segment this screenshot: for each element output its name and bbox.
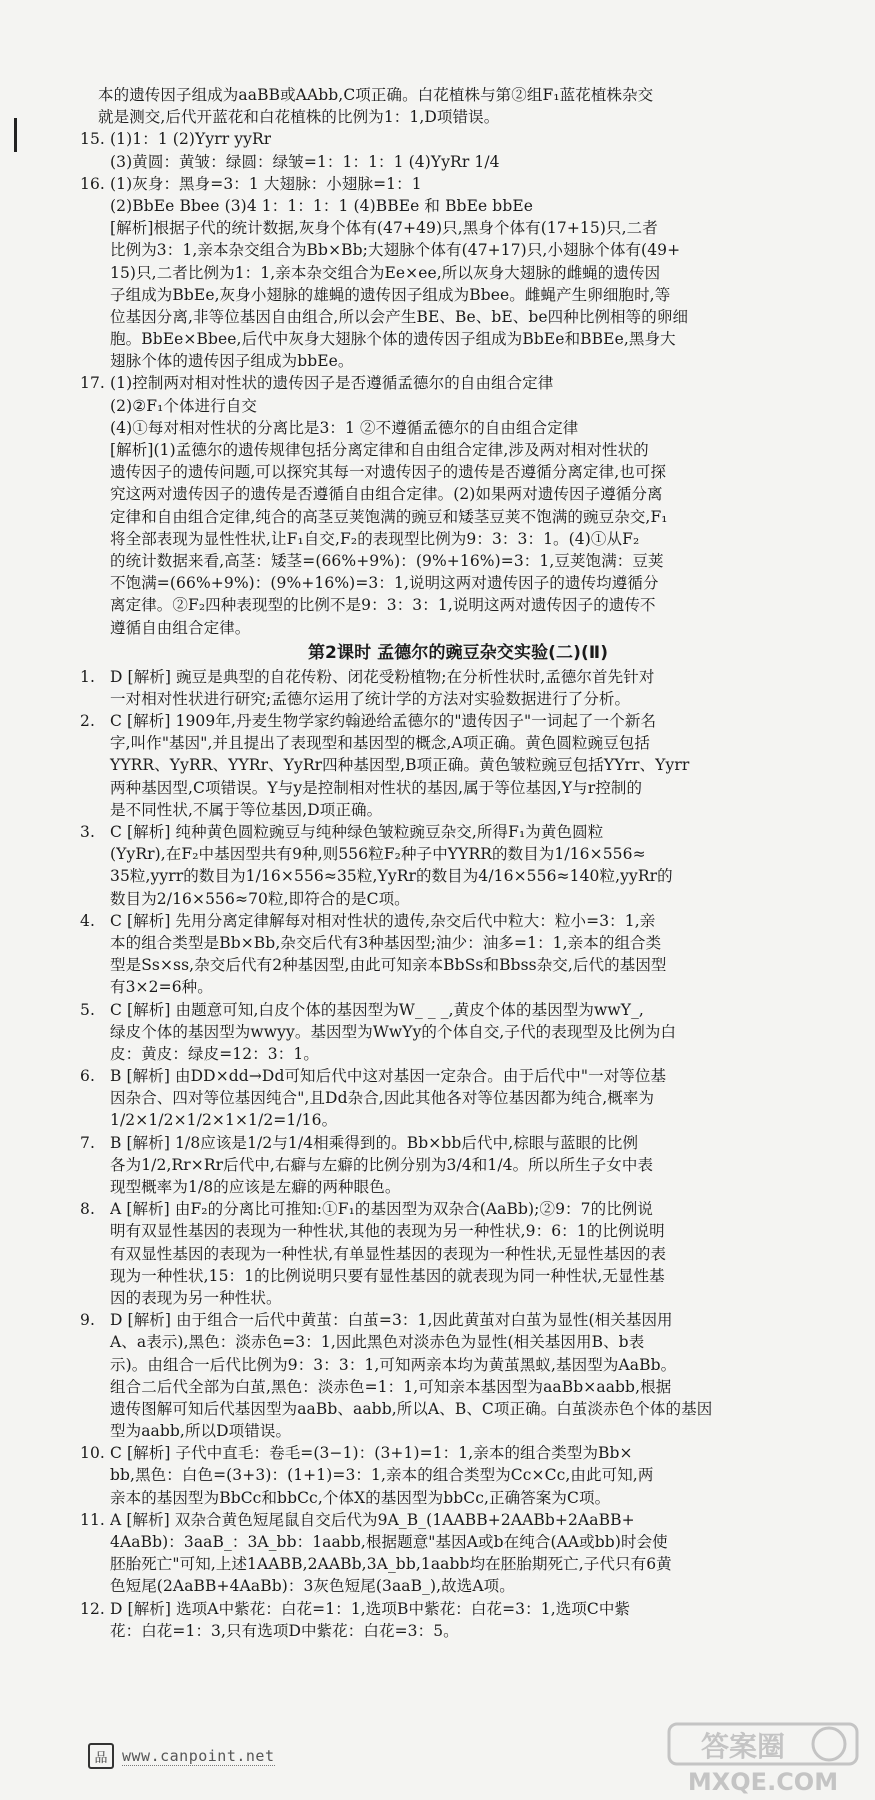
text-line: [解析](1)孟德尔的遗传规律包括分离定律和自由组合定律,涉及两对相对性状的 xyxy=(110,441,649,459)
text-line: 型为aabb,所以D项错误。 xyxy=(110,1422,292,1441)
publisher-logo-icon: 品 xyxy=(88,1743,114,1769)
answer-number: 8. xyxy=(80,1200,95,1219)
text-line: 遗传因子的遗传问题,可以探究其每一对遗传因子的遗传是否遵循分离定律,也可探 xyxy=(110,463,667,482)
text-line: 就是测交,后代开蓝花和白花植株的比例为1：1,D项错误。 xyxy=(98,108,500,127)
answer-number: 10. xyxy=(80,1444,105,1463)
text-line: 花：白花=1：3,只有选项D中紫花：白花=3：5。 xyxy=(110,1621,459,1640)
answer-item xyxy=(80,1509,836,1598)
watermark-bottom-text: MXQE.COM xyxy=(687,1768,839,1796)
text-line: D [解析] 选项A中紫花：白花=1：1,选项B中紫花：白花=3：1,选项C中紫 xyxy=(110,1599,631,1618)
text-line: 胞。BbEe×Bbee,后代中灰身大翅脉个体的遗传因子组成为BbEe和BBEe,黑身大 xyxy=(110,330,676,349)
text-line: C [解析] 先用分离定律解每对相对性状的遗传,杂交后代中粒大：粒小=3：1,亲 xyxy=(110,911,656,930)
watermark-top-text: 答案圈 xyxy=(700,1730,786,1763)
text-line: 比例为3：1,亲本杂交组合为Bb×Bb;大翅脉个体有(47+17)只,小翅脉个体有(49+ xyxy=(110,241,681,260)
text-line: (YyRr),在F₂中基因型共有9种,则556粒F₂种子中YYRR的数目为1/16×556≈ xyxy=(110,845,646,864)
answer-number: 12. xyxy=(80,1599,105,1618)
answer-text-body xyxy=(80,84,836,1642)
text-line: A、a表示),黑色：淡赤色=3：1,因此黑色对淡赤色为显性(相关基因用B、b表 xyxy=(110,1333,645,1352)
text-line: bb,黑色：白色=(3+3)：(1+1)=3：1,亲本的组合类型为Cc×Cc,由此可知,两 xyxy=(110,1466,654,1485)
page-footer xyxy=(88,1744,388,1768)
question-number: 16. xyxy=(80,174,105,193)
answer-item xyxy=(80,821,836,910)
text-line: 的统计数据来看,高茎：矮茎=(66%+9%)：(9%+16%)=3：1,豆荚饱满：豆荚 xyxy=(110,551,664,570)
text-line: 翅脉个体的遗传因子组成为bbEe。 xyxy=(110,352,354,371)
text-line: C [解析] 由题意可知,白皮个体的基因型为W_ _ _,黄皮个体的基因型为wwY_, xyxy=(110,1000,644,1019)
footer-url: www.canpoint.net xyxy=(122,1746,275,1765)
text-line: 两种基因型,C项错误。Y与y是控制相对性状的基因,属于等位基因,Y与r控制的 xyxy=(110,778,643,797)
answer-number: 1. xyxy=(80,667,95,686)
question-17 xyxy=(80,372,836,638)
binding-mark xyxy=(14,118,17,152)
answer-item xyxy=(80,999,836,1066)
text-line: 子组成为BbEe,灰身小翅脉的雄蝇的遗传因子组成为Bbee。雌蝇产生卵细胞时,等 xyxy=(110,285,671,304)
text-line: 有3×2=6种。 xyxy=(110,978,213,997)
answer-item xyxy=(80,666,836,710)
answer-number: 11. xyxy=(80,1510,105,1529)
text-line: 离定律。②F₂四种表现型的比例不是9：3：3：1,说明这两对遗传因子的遗传不 xyxy=(110,596,656,615)
answer-item xyxy=(80,1598,836,1642)
text-line: 有双显性基因的表现为一种性状,有单显性基因的表现为一种性状,无显性基因的表 xyxy=(110,1244,667,1263)
text-line: [解析]根据子代的统计数据,灰身个体有(47+49)只,黑身个体有(17+15)只,二者 xyxy=(110,219,658,238)
text-line: C [解析] 1909年,丹麦生物学家约翰逊给孟德尔的"遗传因子"一词起了一个新名 xyxy=(110,712,657,731)
text-line: (3)黄圆：黄皱：绿圆：绿皱=1：1：1：1 (4)YyRr 1/4 xyxy=(110,152,500,171)
intro-paragraph xyxy=(80,84,836,128)
text-line: 因杂合、四对等位基因纯合",且Dd杂合,因此其他各对等位基因都为纯合,概率为 xyxy=(110,1089,655,1108)
text-line: 将全部表现为显性性状,让F₁自交,F₂的表现型比例为9：3：3：1。(4)①从F₂ xyxy=(110,529,640,548)
text-line: 亲本的基因型为BbCc和bbCc,个体X的基因型为bbCc,正确答案为C项。 xyxy=(110,1488,611,1507)
text-line: B [解析] 1/8应该是1/2与1/4相乘得到的。Bb×bb后代中,棕眼与蓝眼的比例 xyxy=(110,1133,639,1152)
text-line: 遗传图解可知后代基因型为aaBb、aabb,所以A、B、C项正确。白茧淡赤色个体的基因 xyxy=(110,1399,713,1418)
answer-item xyxy=(80,1198,836,1309)
text-line: 组合二后代全部为白茧,黑色：淡赤色=1：1,可知亲本基因型为aaBb×aabb,根据 xyxy=(110,1377,672,1396)
text-line: 胚胎死亡"可知,上述1AABB,2AABb,3A_bb,1aabb均在胚胎期死亡,子代只有6黄 xyxy=(110,1555,672,1574)
answer-item xyxy=(80,1442,836,1509)
text-line: D [解析] 由于组合一后代中黄茧：白茧=3：1,因此黄茧对白茧为显性(相关基因用 xyxy=(110,1311,673,1330)
text-line: (2)BbEe Bbee (3)4 1：1：1：1 (4)BBEe 和 BbEe bbEe xyxy=(110,196,534,215)
text-line: 型是Ss×ss,杂交后代有2种基因型,由此可知亲本BbSs和Bbss杂交,后代的基因型 xyxy=(110,956,667,975)
text-line: 色短尾(2AaBB+4AaBb)：3灰色短尾(3aaB_),故选A项。 xyxy=(110,1577,515,1596)
text-line: 本的组合类型是Bb×Bb,杂交后代有3种基因型;油少：油多=1：1,亲本的组合类 xyxy=(110,933,662,952)
text-line: C [解析] 纯种黄色圆粒豌豆与纯种绿色皱粒豌豆杂交,所得F₁为黄色圆粒 xyxy=(110,823,604,841)
text-line: 4AaBb)：3aaB_：3A_bb：1aabb,根据题意"基因A或b在纯合(AA或bb)时会使 xyxy=(110,1533,668,1551)
text-line: 明有双显性基因的表现为一种性状,其他的表现为另一种性状,9：6：1的比例说明 xyxy=(110,1222,665,1241)
section-title: 第2课时 孟德尔的豌豆杂交实验(二)(Ⅱ) xyxy=(307,642,609,663)
text-line: 35粒,yyrr的数目为1/16×556≈35粒,YyRr的数目为4/16×556≈140粒,yyRr的 xyxy=(110,867,673,886)
answer-number: 5. xyxy=(80,1000,95,1019)
question-number: 17. xyxy=(80,374,105,393)
answer-number: 6. xyxy=(80,1067,95,1086)
text-line: D [解析] 豌豆是典型的自花传粉、闭花受粉植物;在分析性状时,孟德尔首先针对 xyxy=(110,667,655,686)
text-line: 字,叫作"基因",并且提出了表现型和基因型的概念,A项正确。黄色圆粒豌豆包括 xyxy=(110,734,651,753)
text-line: (2)②F₁个体进行自交 xyxy=(110,396,258,415)
answer-item xyxy=(80,1309,836,1442)
text-line: A [解析] 由F₂的分离比可推知:①F₁的基因型为双杂合(AaBb);②9：7的比例说 xyxy=(110,1200,653,1219)
text-line: 因的表现为另一种性状。 xyxy=(110,1288,282,1307)
text-line: 示)。由组合一后代比例为9：3：3：1,可知两亲本均为黄茧黑蚁,基因型为AaBb。 xyxy=(110,1355,677,1374)
text-line: 皮：黄皮：绿皮=12：3：1。 xyxy=(110,1044,319,1063)
text-line: (1)控制两对相对性状的遗传因子是否遵循孟德尔的自由组合定律 xyxy=(110,374,554,393)
watermark-logo xyxy=(663,1720,863,1796)
answer-number: 9. xyxy=(80,1311,95,1330)
answer-number: 3. xyxy=(80,823,95,841)
text-line: 不饱满=(66%+9%)：(9%+16%)=3：1,说明这两对遗传因子的遗传均遵循分 xyxy=(110,574,659,593)
text-line: 是不同性状,不属于等位基因,D项正确。 xyxy=(110,800,383,819)
answer-number: 4. xyxy=(80,911,95,930)
text-line: B [解析] 由DD×dd→Dd可知后代中这对基因一定杂合。由于后代中"一对等位基 xyxy=(110,1067,667,1086)
answer-item xyxy=(80,1065,836,1132)
text-line: 遵循自由组合定律。 xyxy=(110,618,251,637)
text-line: 一对相对性状进行研究;孟德尔运用了统计学的方法对实验数据进行了分析。 xyxy=(110,689,631,708)
text-line: 究这两对遗传因子的遗传是否遵循自由组合定律。(2)如果两对遗传因子遵循分离 xyxy=(110,485,663,504)
text-line: 绿皮个体的基因型为wwyy。基因型为WwYy的个体自交,子代的表现型及比例为白 xyxy=(110,1022,677,1041)
question-15 xyxy=(80,128,836,172)
text-line: 各为1/2,Rr×Rr后代中,右癖与左癖的比例分别为3/4和1/4。所以所生子女中表 xyxy=(110,1155,654,1174)
text-line: (1)灰身：黑身=3：1 大翅脉：小翅脉=1：1 xyxy=(110,174,422,193)
text-line: A [解析] 双杂合黄色短尾鼠自交后代为9A_B_(1AABB+2AABb+2AaBB+ xyxy=(110,1510,635,1529)
text-line: 本的遗传因子组成为aaBB或AAbb,C项正确。白花植株与第②组F₁蓝花植株杂交 xyxy=(98,86,654,104)
text-line: 定律和自由组合定律,纯合的高茎豆荚饱满的豌豆和矮茎豆荚不饱满的豌豆杂交,F₁ xyxy=(110,507,668,526)
text-line: 现为一种性状,15：1的比例说明只要有显性基因的就表现为同一种性状,无显性基 xyxy=(110,1266,665,1285)
text-line: 位基因分离,非等位基因自由组合,所以会产生BE、Be、bE、be四种比例相等的卵细 xyxy=(110,307,689,326)
answer-number: 7. xyxy=(80,1133,95,1152)
text-line: 15)只,二者比例为1：1,亲本杂交组合为Ee×ee,所以灰身大翅脉的雌蝇的遗传因 xyxy=(110,263,661,282)
text-line: 现型概率为1/8的应该是左癖的两种眼色。 xyxy=(110,1178,401,1196)
answer-item xyxy=(80,1132,836,1199)
text-line: 数目为2/16×556≈70粒,即符合的是C项。 xyxy=(110,889,410,908)
text-line: C [解析] 子代中直毛：卷毛=(3−1)：(3+1)=1：1,亲本的组合类型为Bb× xyxy=(110,1444,633,1463)
answers-list xyxy=(80,666,836,1642)
question-16 xyxy=(80,173,836,373)
question-number: 15. xyxy=(80,130,105,149)
answer-item xyxy=(80,710,836,821)
text-line: (1)1：1 (2)Yyrr yyRr xyxy=(110,130,272,149)
answer-item xyxy=(80,910,836,999)
text-line: YYRR、YyRR、YYRr、YyRr四种基因型,B项正确。黄色皱粒豌豆包括YYrr、Yyrr xyxy=(110,756,690,775)
text-line: (4)①每对相对性状的分离比是3：1 ②不遵循孟德尔的自由组合定律 xyxy=(110,418,579,437)
text-line: 1/2×1/2×1/2×1×1/2=1/16。 xyxy=(110,1111,338,1130)
answer-number: 2. xyxy=(80,712,95,731)
